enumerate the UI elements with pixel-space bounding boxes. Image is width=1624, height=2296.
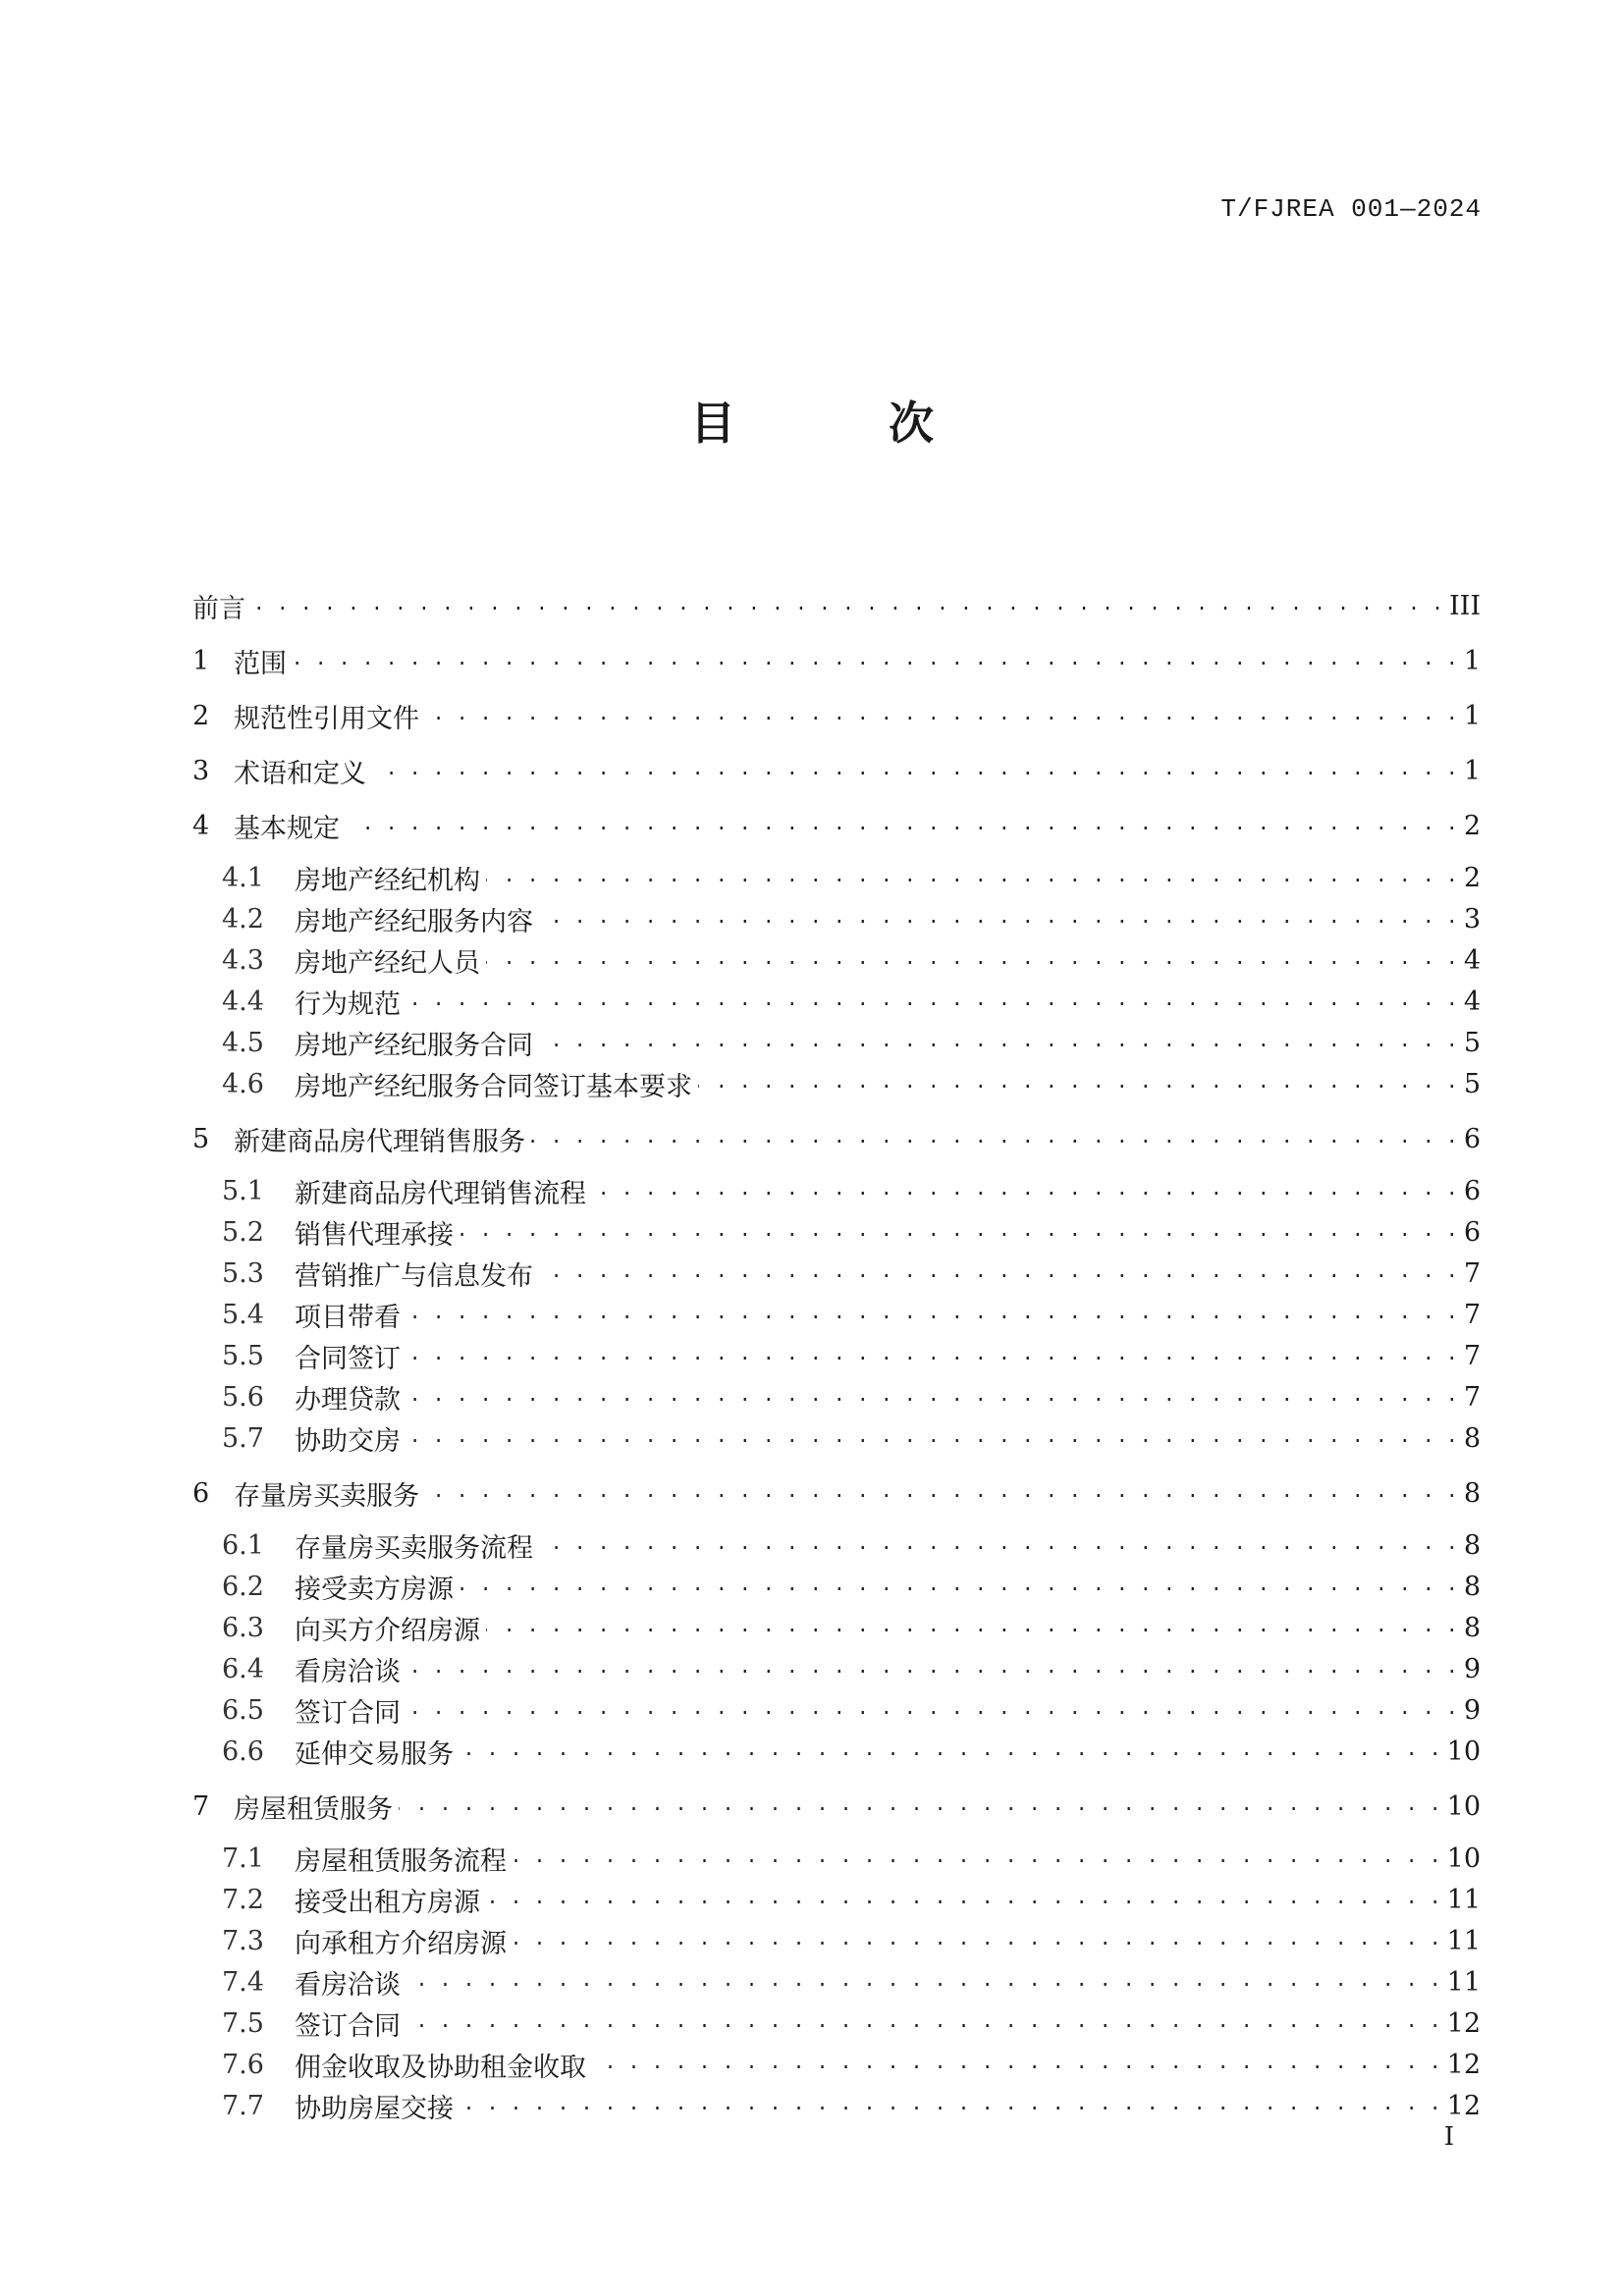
toc-entry-label: 行为规范 — [295, 988, 401, 1020]
toc-entry[interactable] — [192, 1174, 1481, 1207]
toc-entry-page: III — [1449, 590, 1481, 621]
toc-entry[interactable] — [192, 985, 1481, 1018]
toc-entry[interactable] — [192, 943, 1481, 977]
toc-entry-number: 4.5 — [222, 1027, 264, 1058]
dot-leader — [399, 1789, 1441, 1823]
toc-entry-page: 9 — [1463, 1653, 1481, 1684]
toc-entry-label: 房地产经纪服务内容 — [295, 906, 533, 937]
dot-leader — [406, 1339, 1458, 1372]
toc-entry-number: 7.6 — [222, 2049, 264, 2080]
toc-title: 目 次 — [689, 397, 1002, 450]
toc-entry[interactable] — [192, 1570, 1481, 1603]
toc-entry-label: 签订合同 — [295, 2010, 401, 2042]
toc-entry-label: 项目带看 — [295, 1302, 401, 1333]
toc-entry-page: 9 — [1463, 1694, 1481, 1726]
toc-entry-page: 1 — [1463, 700, 1481, 731]
toc-entry-number: 5.7 — [222, 1422, 264, 1454]
toc-entry[interactable] — [192, 2089, 1481, 2122]
toc-entry-label: 存量房买卖服务流程 — [295, 1532, 533, 1564]
toc-entry-page: 3 — [1463, 903, 1481, 934]
toc-entry[interactable] — [192, 861, 1481, 894]
dot-leader — [486, 861, 1458, 894]
page-number: I — [1443, 2122, 1454, 2152]
toc-entry-number: 4.4 — [222, 986, 264, 1017]
toc-entry-page: 11 — [1446, 1966, 1481, 1998]
toc-entry[interactable] — [192, 1693, 1481, 1727]
dot-leader — [460, 1570, 1458, 1603]
toc-entry[interactable] — [192, 1965, 1481, 1999]
toc-entry-page: 8 — [1463, 1612, 1481, 1643]
toc-entry-label: 范围 — [234, 648, 287, 679]
toc-entry-page: 1 — [1463, 755, 1481, 786]
dot-leader — [539, 1528, 1458, 1562]
dot-leader — [486, 1611, 1458, 1644]
toc-entry-number: 7.7 — [222, 2090, 264, 2121]
toc-entry-label: 房屋租赁服务 — [234, 1793, 393, 1825]
toc-entry[interactable] — [192, 1611, 1481, 1644]
toc-entry[interactable] — [192, 1652, 1481, 1685]
toc-entry-number: 5 — [192, 1123, 210, 1154]
toc-entry-label: 房地产经纪服务合同 — [295, 1030, 533, 1061]
toc-entry-label: 房地产经纪机构 — [295, 865, 480, 896]
toc-entry-number: 6.1 — [222, 1529, 264, 1561]
toc-entry-page: 4 — [1463, 986, 1481, 1017]
toc-entry-number: 7.4 — [222, 1966, 264, 1998]
toc-entry-page: 11 — [1446, 1884, 1481, 1915]
dot-leader — [513, 1924, 1441, 1957]
toc-entry-label: 看房洽谈 — [295, 1969, 401, 2001]
toc-entry-number: 6.4 — [222, 1653, 264, 1684]
toc-entry[interactable] — [192, 1476, 1481, 1510]
toc-entry-label: 基本规定 — [234, 813, 340, 844]
toc-entry-number: 5.6 — [222, 1381, 264, 1413]
dot-leader — [592, 2048, 1441, 2081]
toc-entry-page: 8 — [1463, 1571, 1481, 1602]
toc-entry[interactable] — [192, 1528, 1481, 1562]
toc-entry-number: 2 — [192, 700, 210, 731]
toc-entry-page: 10 — [1446, 1735, 1481, 1767]
toc-entry-page: 5 — [1463, 1068, 1481, 1099]
dot-leader — [539, 1256, 1458, 1290]
toc-entry[interactable] — [192, 1883, 1481, 1916]
toc-entry-label: 合同签订 — [295, 1343, 401, 1374]
dot-leader — [406, 1298, 1458, 1331]
toc-entry[interactable] — [192, 1256, 1481, 1290]
dot-leader — [486, 1883, 1441, 1916]
toc-entry-page: 2 — [1463, 810, 1481, 841]
toc-entry-page: 10 — [1446, 1790, 1481, 1822]
toc-entry-page: 1 — [1463, 645, 1481, 676]
toc-entry-page: 11 — [1446, 1925, 1481, 1956]
dot-leader — [251, 589, 1443, 622]
toc-entry[interactable] — [192, 1026, 1481, 1059]
toc-entry[interactable] — [192, 1735, 1481, 1768]
toc-entry-number: 5.3 — [222, 1257, 264, 1289]
toc-entry-number: 5.4 — [222, 1299, 264, 1330]
dot-leader — [539, 902, 1458, 935]
toc-entry-label: 存量房买卖服务 — [234, 1480, 419, 1512]
toc-entry[interactable] — [192, 1067, 1481, 1100]
toc-entry[interactable] — [192, 1380, 1481, 1414]
toc-entry[interactable] — [192, 2048, 1481, 2081]
toc-entry-label: 房地产经纪服务合同签订基本要求 — [295, 1071, 692, 1102]
toc-entry[interactable] — [192, 1789, 1481, 1823]
toc-entry-label: 延伸交易服务 — [295, 1738, 454, 1770]
toc-entry[interactable] — [192, 754, 1481, 787]
toc-entry-label: 佣金收取及协助租金收取 — [295, 2052, 586, 2083]
toc-entry-number: 1 — [192, 645, 210, 676]
toc-entry-number: 6.3 — [222, 1612, 264, 1643]
dot-leader — [406, 1652, 1458, 1685]
dot-leader — [460, 2089, 1441, 2122]
toc-entry-number: 7.1 — [222, 1842, 264, 1874]
toc-entry-number: 6.6 — [222, 1735, 264, 1767]
dot-leader — [592, 1174, 1458, 1207]
toc-entry-number: 7.5 — [222, 2007, 264, 2039]
toc-entry-page: 8 — [1463, 1529, 1481, 1561]
toc-entry[interactable] — [192, 1421, 1481, 1455]
toc-entry[interactable] — [192, 809, 1481, 842]
dot-leader — [406, 2006, 1441, 2040]
toc-entry-page: 7 — [1463, 1299, 1481, 1330]
toc-entry-label: 术语和定义 — [234, 758, 366, 789]
toc-entry-number: 7.2 — [222, 1884, 264, 1915]
toc-entry-number: 4.1 — [222, 862, 264, 893]
dot-leader — [346, 809, 1458, 842]
toc-entry-label: 向买方介绍房源 — [295, 1615, 480, 1646]
toc-entry[interactable] — [192, 644, 1481, 677]
toc-entry-label: 前言 — [192, 593, 245, 624]
toc-entry[interactable] — [192, 1298, 1481, 1331]
toc-entry-page: 2 — [1463, 862, 1481, 893]
toc-entry-label: 房地产经纪人员 — [295, 947, 480, 979]
toc-entry-number: 4 — [192, 810, 210, 841]
dot-leader — [372, 754, 1458, 787]
toc-entry-page: 12 — [1446, 2090, 1481, 2121]
toc-entry-page: 6 — [1463, 1175, 1481, 1206]
dot-leader — [698, 1067, 1458, 1100]
toc-entry-number: 4.2 — [222, 903, 264, 934]
toc-entry-number: 5.5 — [222, 1340, 264, 1371]
toc-entry-page: 7 — [1463, 1340, 1481, 1371]
dot-leader — [539, 1026, 1458, 1059]
toc-entry[interactable] — [192, 902, 1481, 935]
toc-entry-page: 8 — [1463, 1477, 1481, 1509]
toc-entry-page: 12 — [1446, 2007, 1481, 2039]
toc-entry-label: 向承租方介绍房源 — [295, 1928, 507, 1959]
dot-leader — [460, 1735, 1441, 1768]
toc-entry-label: 新建商品房代理销售流程 — [295, 1178, 586, 1209]
dot-leader — [406, 1380, 1458, 1414]
toc-entry-label: 营销推广与信息发布 — [295, 1260, 533, 1292]
dot-leader — [486, 943, 1458, 977]
dot-leader — [425, 1476, 1458, 1510]
toc-entry-label: 协助交房 — [295, 1425, 401, 1457]
toc-entry[interactable] — [192, 1339, 1481, 1372]
toc-entry[interactable] — [192, 2006, 1481, 2040]
toc-entry-page: 7 — [1463, 1257, 1481, 1289]
toc-entry-number: 5.1 — [222, 1175, 264, 1206]
dot-leader — [531, 1122, 1458, 1155]
toc-entry-number: 4.3 — [222, 944, 264, 976]
toc-entry-number: 7.3 — [222, 1925, 264, 1956]
toc-entry-page: 12 — [1446, 2049, 1481, 2080]
toc-entry-label: 协助房屋交接 — [295, 2093, 454, 2124]
toc-entry-number: 6.5 — [222, 1694, 264, 1726]
dot-leader — [513, 1842, 1441, 1875]
toc-entry-page: 8 — [1463, 1422, 1481, 1454]
toc-entry-label: 规范性引用文件 — [234, 703, 419, 734]
toc-entry-number: 5.2 — [222, 1216, 264, 1248]
toc-entry-page: 10 — [1446, 1842, 1481, 1874]
toc-entry-page: 6 — [1463, 1123, 1481, 1154]
toc-entry[interactable] — [192, 1924, 1481, 1957]
toc-entry-label: 新建商品房代理销售服务 — [234, 1126, 525, 1157]
toc-entry-number: 4.6 — [222, 1068, 264, 1099]
toc-entry-page: 6 — [1463, 1216, 1481, 1248]
toc-entry-page: 5 — [1463, 1027, 1481, 1058]
dot-leader — [293, 644, 1458, 677]
toc-entry-label: 接受卖方房源 — [295, 1574, 454, 1605]
toc-entry-number: 6.2 — [222, 1571, 264, 1602]
toc-entry-label: 签订合同 — [295, 1697, 401, 1729]
toc-entry[interactable] — [192, 1122, 1481, 1155]
document-code: T/FJREA 001—2024 — [1220, 194, 1482, 224]
toc-entry-number: 3 — [192, 755, 210, 786]
toc-entry[interactable] — [192, 1215, 1481, 1249]
dot-leader — [406, 1965, 1441, 1999]
toc-entry[interactable] — [192, 1842, 1481, 1875]
toc-entry[interactable] — [192, 699, 1481, 732]
toc-entry-label: 看房洽谈 — [295, 1656, 401, 1687]
toc-entry-page: 7 — [1463, 1381, 1481, 1413]
dot-leader — [406, 1693, 1458, 1727]
toc-entry-label: 房屋租赁服务流程 — [295, 1845, 507, 1877]
toc-entry-label: 接受出租方房源 — [295, 1887, 480, 1918]
toc-entry-number: 7 — [192, 1790, 210, 1822]
toc-entry-label: 销售代理承接 — [295, 1219, 454, 1251]
dot-leader — [406, 985, 1458, 1018]
toc-entry[interactable] — [192, 589, 1481, 622]
dot-leader — [406, 1421, 1458, 1455]
toc-entry-number: 6 — [192, 1477, 210, 1509]
dot-leader — [460, 1215, 1458, 1249]
toc-entry-label: 办理贷款 — [295, 1384, 401, 1415]
dot-leader — [425, 699, 1458, 732]
toc-entry-page: 4 — [1463, 944, 1481, 976]
